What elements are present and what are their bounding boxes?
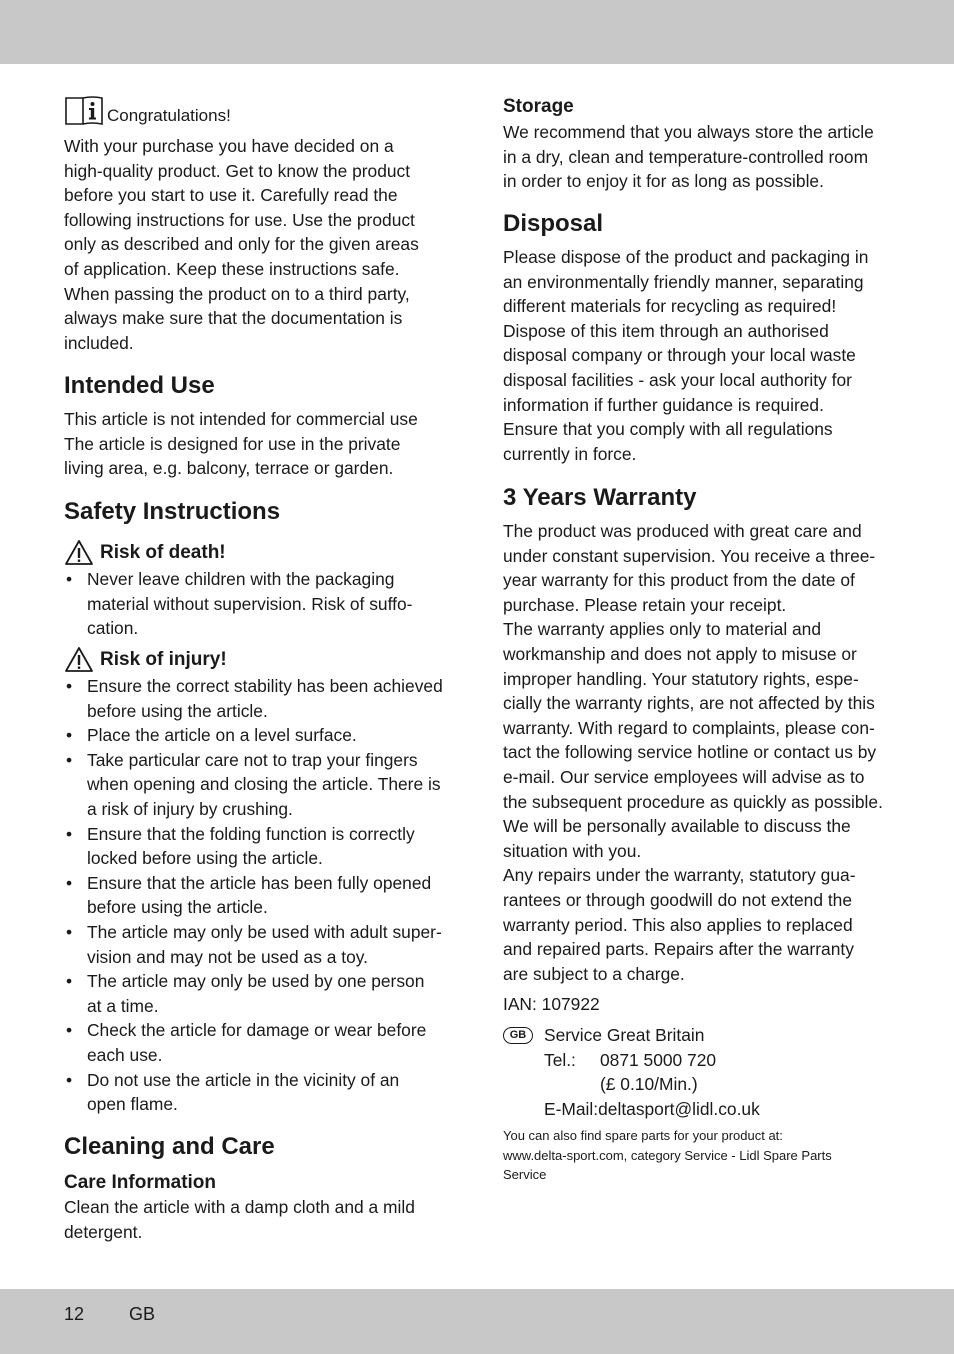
warranty-line: under constant supervision. You receive a three- [503,545,876,566]
warranty-line: purchase. Please retain your receipt. [503,594,787,615]
page-language: GB [129,1304,156,1324]
warranty-line: cially the warranty rights, are not affected by this [503,693,875,714]
warranty-heading: 3 Years Warranty [503,484,697,511]
disposal-line: disposal company or through your local waste [503,345,856,366]
intro-line: included. [64,332,134,353]
service-email: E-Mail:deltasport@lidl.co.uk [544,1098,760,1119]
intended-use-line: living area, e.g. balcony, terrace or garden. [64,458,394,479]
service-tel-number: 0871 5000 720 [600,1049,717,1070]
intended-use-text [64,407,456,481]
disposal-line: Please dispose of the product and packaging in [503,247,869,267]
safety-heading: Safety Instructions [64,498,281,525]
death-list [64,567,456,641]
warranty-line: are subject to a charge. [503,963,685,984]
risk-of-death-heading: Risk of death! [100,541,226,563]
list-item: • Ensure the correct stability has been achieved before using the article. [64,674,456,723]
disposal-line: currently in force. [503,443,637,464]
warranty-line: and repaired parts. Repairs after the warranty [503,939,854,960]
intro-line: before you start to use it. Carefully read the [64,185,398,206]
list-item: • The article may only be used by one person at a time. [64,969,456,1018]
cleaning-heading: Cleaning and Care [64,1133,275,1160]
list-item: • Check the article for damage or wear before each use. [64,1018,456,1067]
care-info-heading: Care Information [64,1172,217,1193]
warranty-line: tact the following service hotline or contact us by [503,742,877,763]
disposal-line: Ensure that you comply with all regulations [503,419,833,440]
spare-parts-line: You can also find spare parts for your product at: [503,1128,783,1143]
risk-of-injury-row [64,646,227,673]
list-item: • Ensure that the folding function is correctly locked before using the article. [64,822,456,871]
warranty-line: rantees or through goodwill do not extend the [503,889,853,910]
list-item: • Do not use the article in the vicinity of an open flame. [64,1068,456,1117]
warranty-line: workmanship and does not apply to misuse or [503,643,857,664]
intro-line: When passing the product on to a third party, [64,283,410,304]
disposal-line: different materials for recycling as required! [503,296,837,317]
page-number: 12 [64,1304,85,1324]
spare-parts-line: Service [503,1167,547,1182]
intro-line: high-quality product. Get to know the product [64,160,411,181]
intro-line: following instructions for use. Use the product [64,209,415,230]
storage-line: We recommend that you always store the article [503,122,874,142]
intro-line: only as described and only for the given areas [64,234,419,255]
care-line: detergent. [64,1221,143,1242]
disposal-line: an environmentally friendly manner, separating [503,271,864,292]
storage-line: in order to enjoy it for as long as possible. [503,171,824,192]
spare-parts-line: www.delta-sport.com, category Service - Lidl Spare Parts [503,1147,832,1163]
intended-use-line: The article is designed for use in the private [64,433,401,454]
disposal-line: information if further guidance is required. [503,394,824,415]
disposal-text [503,245,895,466]
intro-title-row [64,95,231,127]
list-item: • Ensure that the article has been fully opened before using the article. [64,871,456,920]
warranty-line: warranty. With regard to complaints, please con- [503,717,875,738]
intro-title: Congratulations! [107,106,231,125]
service-tel-label: Tel.: [544,1049,576,1070]
spare-parts-note [503,1126,895,1185]
warranty-line: The warranty applies only to material and [503,619,822,640]
intro-line: of application. Keep these instructions safe. [64,258,400,279]
warranty-line: situation with you. [503,840,642,861]
gb-country-badge: GB [503,1027,533,1044]
warranty-line: the subsequent procedure as quickly as possible. [503,791,883,812]
warranty-line: warranty period. This also applies to replaced [503,914,853,935]
intro-line: always make sure that the documentation is [64,308,403,329]
warranty-text [503,519,895,986]
warranty-line: improper handling. Your statutory rights, espe- [503,668,859,689]
list-item: • Never leave children with the packaging material without supervision. Risk of suffo- cation. [64,567,456,641]
storage-heading: Storage [503,96,574,117]
care-info-text [64,1195,456,1244]
warning-triangle-icon [64,646,94,673]
risk-of-injury-heading: Risk of injury! [100,648,227,670]
list-item: • Place the article on a level surface. [64,723,456,748]
risk-of-death-row [64,539,226,566]
warning-triangle-icon [64,539,94,566]
intended-use-heading: Intended Use [64,372,215,399]
warranty-line: We will be personally available to discuss the [503,816,851,837]
intended-use-line: This article is not intended for commercial use [64,409,418,429]
info-book-icon [64,95,104,127]
warranty-line: Any repairs under the warranty, statutory gua- [503,865,856,886]
disposal-line: disposal facilities - ask your local authority for [503,369,852,390]
ian-number: IAN: 107922 [503,994,600,1014]
intro-text [64,134,456,355]
list-item: • Take particular care not to trap your fingers when opening and closing the article. There is a risk of injury by crushing. [64,748,456,822]
disposal-heading: Disposal [503,210,604,237]
service-name: Service Great Britain [544,1025,705,1045]
intro-line: With your purchase you have decided on a [64,136,394,156]
storage-line: in a dry, clean and temperature-controlled room [503,146,869,167]
list-item: • The article may only be used with adult super- vision and may not be used as a toy. [64,920,456,969]
care-line: Clean the article with a damp cloth and a mild [64,1197,415,1217]
warranty-line: e-mail. Our service employees will advise as to [503,766,865,787]
service-tel-rate: (£ 0.10/Min.) [600,1074,698,1095]
disposal-line: Dispose of this item through an authorised [503,320,829,341]
header-band [0,0,954,64]
warranty-line: year warranty for this product from the date of [503,570,855,591]
storage-text [503,120,895,194]
injury-list [64,674,456,1117]
warranty-line: The product was produced with great care and [503,521,862,541]
